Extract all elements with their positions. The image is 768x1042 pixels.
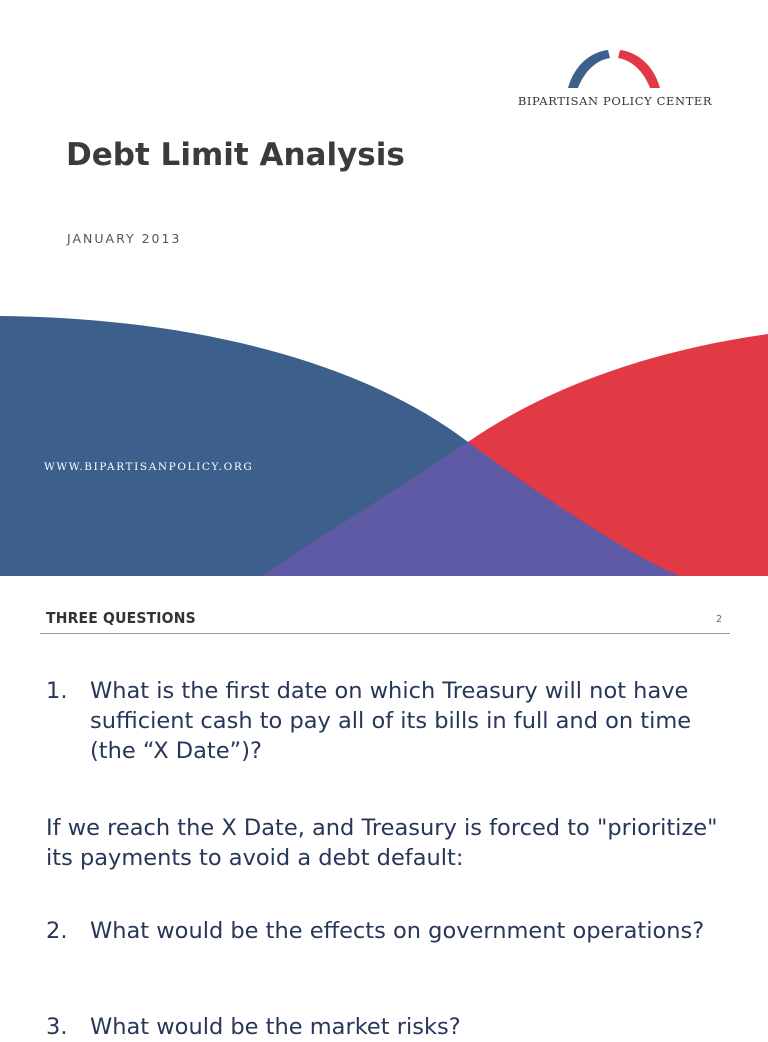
section-title: THREE QUESTIONS (46, 609, 196, 627)
interlude-text: If we reach the X Date, and Treasury is forced to "prioritize" its payments to avoid a debt default: (46, 815, 718, 871)
slide-title: Debt Limit Analysis (66, 137, 405, 173)
question-number: 2. (46, 918, 68, 944)
logo-text: BIPARTISAN POLICY CENTER (517, 94, 713, 108)
question-3 (46, 1012, 728, 1042)
question-text: What is the first date on which Treasury will not have sufficient cash to pay all of its bills in full and on time (the “X Date”)? (90, 678, 692, 764)
question-number: 3. (46, 1014, 68, 1040)
question-number: 1. (46, 678, 68, 704)
question-1 (46, 676, 728, 766)
title-divider (40, 633, 730, 634)
question-text: What would be the effects on government operations? (90, 918, 705, 944)
question-text: What would be the market risks? (90, 1014, 461, 1040)
content-slide (0, 576, 768, 1040)
website-url: WWW.BIPARTISANPOLICY.ORG (44, 461, 254, 473)
question-2 (46, 916, 728, 946)
slide-date: JANUARY 2013 (67, 231, 182, 246)
page-number: 2 (715, 614, 722, 625)
